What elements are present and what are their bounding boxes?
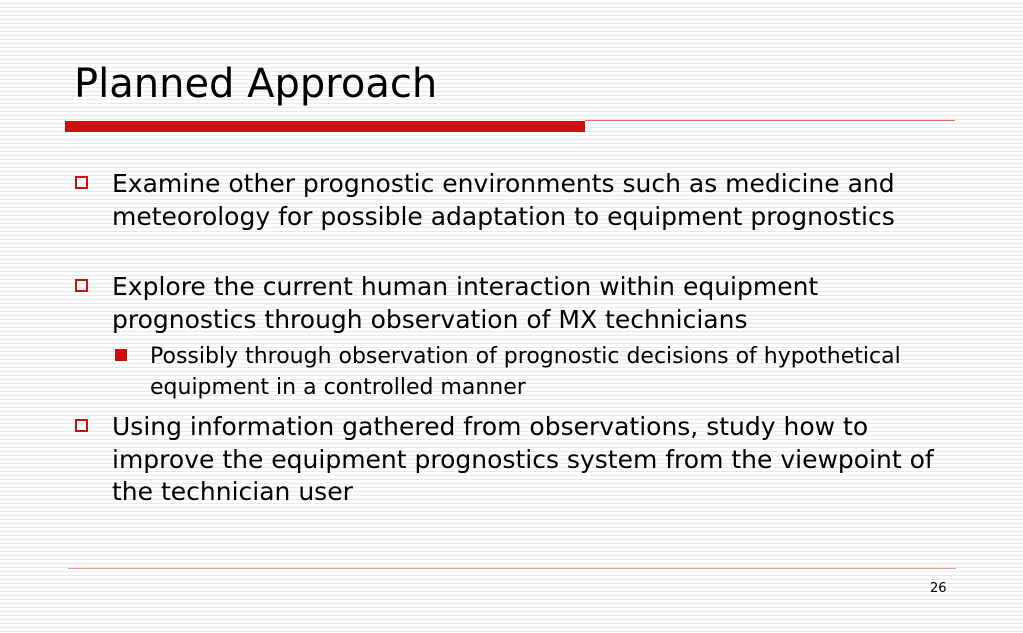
sub-bullet-text: Possibly through observation of prognostic decisions of hypothetical equipment in a controlled manner [150,344,901,400]
bullet-text: Using information gathered from observations, study how to improve the equipment prognostics system from the viewpoint of the technician user [112,412,934,506]
slide-title: Planned Approach [74,61,438,107]
sub-bullet-item [150,341,940,403]
title-underline-bar [65,121,585,132]
bullet-item [112,411,962,509]
hollow-square-bullet-icon [75,419,88,432]
bullet-item [112,168,962,233]
hollow-square-bullet-icon [75,176,88,189]
bullet-text: Examine other prognostic environments such as medicine and meteorology for possible adaptation to equipment prognostics [112,169,895,231]
bullet-text: Explore the current human interaction within equipment prognostics through observation of MX technicians [112,272,819,334]
filled-square-bullet-icon [115,349,127,361]
bullet-item [112,271,962,336]
footer-rule-line [68,568,956,569]
page-number: 26 [930,581,947,596]
title-rule-line [585,120,955,121]
hollow-square-bullet-icon [75,279,88,292]
